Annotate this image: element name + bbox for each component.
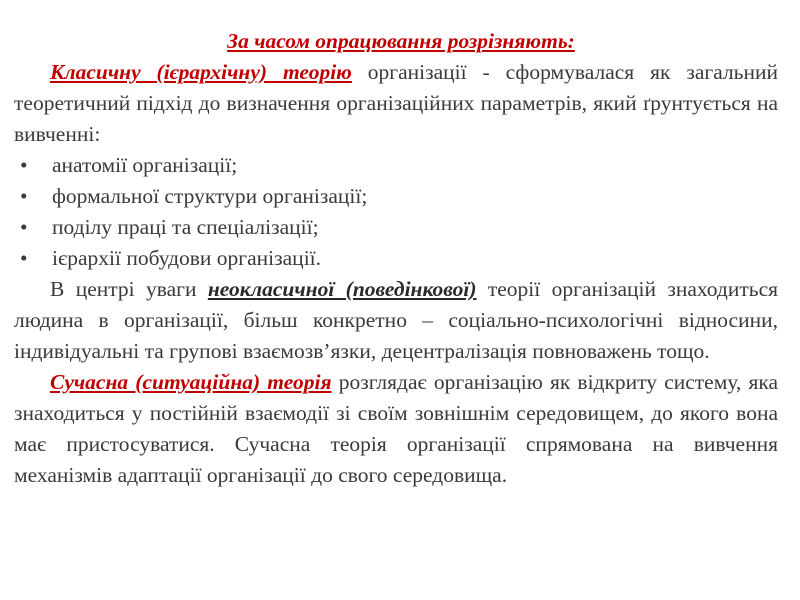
list-item bbox=[14, 150, 778, 181]
neoclassic-theory-term: неокласичної (поведінкової) bbox=[207, 277, 477, 301]
neoclassic-theory-text: теорії організацій знаходиться людина в організації, більш конкретно – соціально-психологічні відносини, індивідуальні та групові взаємозв’язки, децентралізація повноважень тощо. bbox=[14, 277, 779, 363]
modern-theory-term: Сучасна (ситуаційна) теорія bbox=[50, 370, 332, 394]
modern-theory-text: розглядає організацію як відкриту систему, яка знаходиться у постійній взаємодії зі своїм зовнішнім середовищем, до якого вона має пристосуватися. Сучасна теорія організації спрямована на вивчення механізмів адаптації організації до свого середовища. bbox=[14, 370, 778, 487]
list-item-text: формальної структури організації; bbox=[52, 184, 368, 208]
classic-theory-term: Класичну (ієрархічну) теорію bbox=[50, 60, 352, 84]
list-item bbox=[14, 212, 778, 243]
bullet-icon: • bbox=[20, 246, 28, 270]
list-item-text: поділу праці та спеціалізації; bbox=[52, 215, 319, 239]
classic-theory-paragraph bbox=[14, 57, 778, 150]
list-item bbox=[14, 243, 778, 274]
neoclassic-theory-intro: В центрі уваги bbox=[50, 277, 208, 301]
neoclassic-theory-paragraph bbox=[14, 274, 778, 367]
list-item-text: ієрархії побудови організації. bbox=[52, 246, 322, 270]
classic-theory-list bbox=[14, 150, 778, 274]
bullet-icon: • bbox=[20, 184, 28, 208]
modern-theory-paragraph bbox=[14, 367, 778, 491]
list-item-text: анатомії організації; bbox=[52, 153, 238, 177]
section-heading: За часом опрацювання розрізняють: bbox=[227, 29, 575, 53]
classic-theory-text: організації - сформувалася як загальний теоретичний підхід до визначення організаційних параметрів, який ґрунтується на вивченні: bbox=[14, 60, 779, 146]
bullet-icon: • bbox=[20, 153, 28, 177]
list-item bbox=[14, 181, 778, 212]
bullet-icon: • bbox=[20, 215, 28, 239]
